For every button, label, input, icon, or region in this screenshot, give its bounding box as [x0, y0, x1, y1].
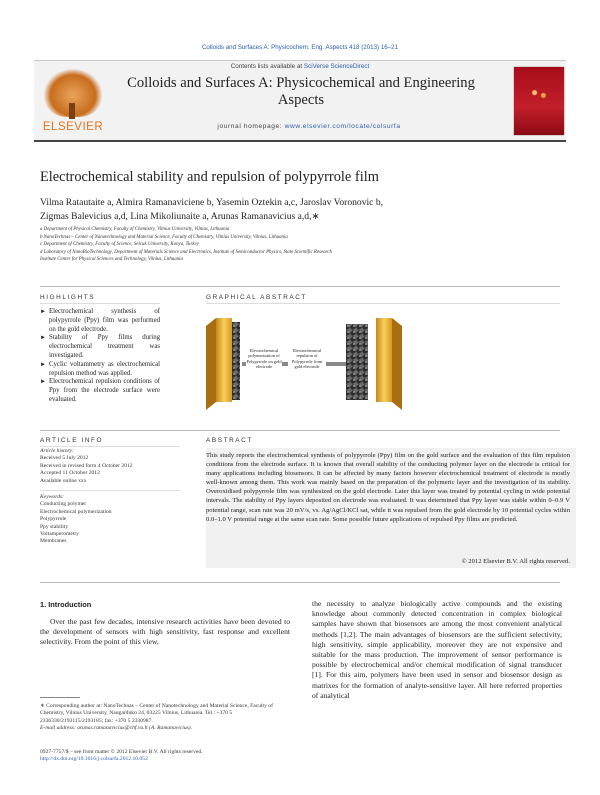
sciencedirect-link[interactable]: SciVerse ScienceDirect	[303, 63, 370, 70]
article-title: Electrochemical stability and repulsion of polypyrrole film	[40, 169, 379, 185]
intro-column-2: the necessity to analyze biologically active compounds and the existing knowledge about commonly detected concentration in complex biological samples have shown that biosensors are among the most convenient analytical methods [1,2]. The main advantages of biosensors are the sufficient selectivity, high sensitivity, simple applicability, moreover they are not expensive and suitable for the mass production. The improvement of sensor performance is possible by electrochemical and/or chemical modification of signal transducer [1]. For this aim, polymers have been used in sensor and biosensor design as matrixes for the formation of analyte-sensitive layer. All here referred properties of analytical	[312, 599, 562, 700]
abstract-heading: ABSTRACT	[206, 437, 253, 444]
footnote	[40, 703, 290, 733]
divider	[40, 446, 180, 447]
article-info-heading: ARTICLE INFO	[40, 437, 104, 444]
history-received: Received 5 July 2012	[40, 455, 89, 462]
polypyrrole-layer-right	[346, 324, 368, 400]
affiliation-c: c Department of Chemistry, Faculty of Science, Selcuk University, Konya, Turkey	[40, 242, 199, 248]
keyword-item: Polypyrrole	[40, 516, 67, 523]
divider	[40, 430, 560, 431]
keywords-heading: Keywords:	[40, 494, 65, 501]
gold-electrode-right	[376, 318, 392, 402]
polypyrrole-layer-left	[232, 322, 240, 400]
cover-art-icon	[528, 87, 550, 101]
affiliation-d-cont: Institute Center for Physical Sciences and Technology, Vilnius, Lithuania	[40, 257, 183, 263]
divider	[40, 303, 160, 304]
contents-prefix: Contents lists available at	[230, 63, 304, 70]
abstract-box	[206, 448, 576, 568]
graphical-abstract-figure[interactable]	[206, 318, 412, 410]
publisher-name: ELSEVIER	[42, 121, 104, 133]
article-info	[40, 448, 180, 546]
footnote-rule	[40, 697, 80, 698]
issn-line: 0927-7757/$ – see front matter © 2012 Elsevier B.V. All rights reserved.	[40, 749, 203, 755]
history-accepted: Accepted 11 October 2012	[40, 470, 100, 477]
ga-right-label: Electrochemical repulsion of Polypyrrole from gold electrode	[288, 348, 326, 370]
history-heading: Article history:	[40, 448, 75, 454]
keyword-item: Voltamperometry	[40, 531, 80, 538]
highlight-item: ► Electrochemical repulsion conditions of Ppy from the electrode surface were evaluated.	[40, 378, 160, 404]
affiliation-d: d Laboratory of NanoBioTechnology, Department of Materials Science and Electronics, Institute of Semiconductor Physics, State Scientific Research	[40, 249, 332, 255]
divider	[206, 303, 560, 304]
contents-line	[34, 63, 566, 70]
divider	[40, 490, 180, 491]
history-online: Available online xxx	[40, 477, 87, 484]
homepage-prefix: journal homepage:	[217, 123, 285, 130]
history-revised: Received in revised form 4 October 2012	[40, 462, 133, 469]
journal-homepage	[154, 123, 464, 130]
authors-line-2[interactable]: Zigmas Balevicius a,d, Lina Mikoliunaite a, Arunas Ramanavicius a,d,∗	[40, 210, 320, 222]
highlights-list	[40, 308, 160, 405]
authors-line-1[interactable]: Vilma Ratautaite a, Almira Ramanaviciene b, Yasemin Oztekin a,c, Jaroslav Voronovic b,	[40, 197, 384, 208]
doi-link[interactable]: http://dx.doi.org/10.1016/j.colsurfa.2012.10.052	[40, 756, 148, 763]
journal-cover-image[interactable]	[514, 67, 564, 135]
abstract-text: This study reports the electrochemical synthesis of polypyrrole (Ppy) film on the gold surface and the evaluation of this film repulsion conditions from the electrode surface. It is known that overall stability of the conducting polymer layer on the electrode is critical for many applications including biosensors. It can be affected by many factors however electrochemical treatment of electrode is mostly well-known among them. This work was mainly based on the preparation of the polymeric layer and the investigation of its stability. Overoxidised polypyrrole film was synthesized on the gold electrode. Later this layer was treated by potential cycling in wide potential intervals. The stability of Ppy layers deposited on electrode was evaluated. It was determined that Ppy layer was stable within 0–0.9 V potential range, scan rate was 20 mV/s, vs. Ag/AgCl/KCl sat, while it was repulsed from the gold electrode by 10 potential cycles within 0.0–1.0 V potential range at the same scan rate. Some possible future applications of repulsed Ppy films are predicted.	[206, 452, 570, 523]
affiliation-a: a Department of Physical Chemistry, Faculty of Chemistry, Vilnius University, Vilnius, Lithuania	[40, 227, 230, 232]
keyword-item: Ppy stability	[40, 523, 69, 530]
tree-trunk-icon	[69, 103, 75, 119]
affiliation-b: b NanoTechnas – Center of Nanotechnology and Material Science, Faculty of Chemistry, Vilnius University, Vilnius, Lithuania	[40, 234, 288, 240]
intro-column-1: Over the past few decades, intensive research activities have been devoted to the development of sensors with high sensitivity, fast response and excellent selectivity. From the point of this view,	[40, 617, 290, 647]
highlight-item: ► Stability of Ppy films during electrochemical treatment was investigated.	[40, 334, 160, 360]
journal-title[interactable]: Colloids and Surfaces A: Physicochemical and Engineering Aspects	[127, 75, 475, 108]
affiliations	[40, 226, 560, 264]
gold-electrode-left	[216, 318, 232, 402]
elsevier-logo[interactable]	[38, 69, 108, 135]
keyword-item: Conducting polymer	[40, 501, 87, 508]
highlight-item: ► Electrochemical synthesis of polypyrrole (Ppy) film was performed on the gold electrode.	[40, 308, 160, 334]
publication-meta	[40, 749, 290, 764]
journal-banner	[34, 60, 566, 142]
journal-citation[interactable]: Colloids and Surfaces A: Physicochem. Eng. Aspects 418 (2013) 16–21	[201, 44, 399, 51]
highlights-heading: HIGHLIGHTS	[40, 294, 96, 301]
keyword-item: Membranes	[40, 538, 67, 545]
graphical-abstract-heading: GRAPHICAL ABSTRACT	[206, 294, 308, 301]
introduction-heading: 1. Introduction	[40, 600, 92, 609]
divider	[40, 286, 560, 287]
ga-left-label: Electrochemical polymerization of Polypyrrole on gold electrode	[246, 348, 282, 370]
author-list	[40, 196, 480, 223]
homepage-link[interactable]: www.elsevier.com/locate/colsurfa	[284, 123, 401, 130]
copyright-notice: © 2012 Elsevier B.V. All rights reserved.	[461, 558, 570, 565]
keyword-item: Electrochemical polymerization	[40, 508, 112, 515]
gold-slab-right-side	[392, 318, 402, 410]
divider	[40, 582, 560, 583]
email-address[interactable]: E-mail address: arunas.ramanavicius@chf.vu.lt (A. Ramanavicius).	[40, 725, 193, 732]
gold-slab-left-side	[206, 318, 216, 410]
corresponding-author-note: ∗ Corresponding author at: NanoTechnas – Center of Nanotechnology and Material Science, Faculty of Chemistry, Vilnius University, Naugarduko 24, 03225 Vilnius, Lithuania. Tel.: +370 5 2336330/2193115/2193185; fax: +370 5 2330987.	[40, 703, 273, 724]
highlight-item: ► Cyclic voltammetry as electrochemical repulsion method was applied.	[40, 361, 160, 379]
